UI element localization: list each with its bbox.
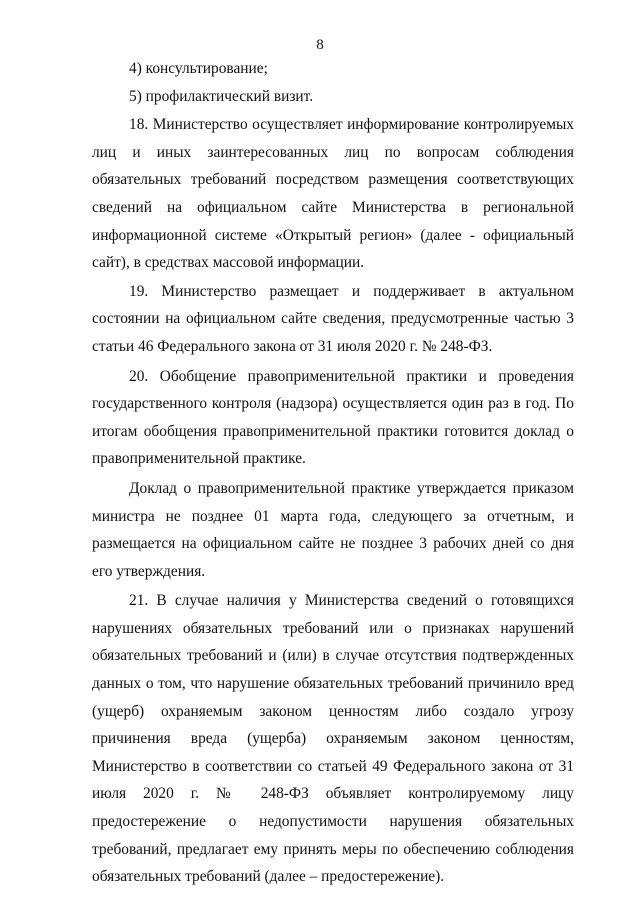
paragraph-18: 18. Министерство осуществляет информирование контролируемых лиц и иных заинтересованных лиц по вопросам соблюдения обязательных требований посредством размещения соответствующих сведений на официальном сайте Министерства в региональной информационной системе «Открытый регион» (далее - официальный сайт), в средствах массовой информации. bbox=[92, 116, 574, 272]
paragraph-19: 19. Министерство размещает и поддерживает в актуальном состоянии на официальном сайте сведения, предусмотренные частью 3 статьи 46 Федерального закона от 31 июля 2020 г. № 248-ФЗ. bbox=[92, 282, 574, 355]
list-item-consulting: 4) консультирование; bbox=[129, 60, 268, 77]
paragraph-21: 21. В случае наличия у Министерства сведений о готовящихся нарушениях обязательных требований или о признаках нарушений обязательных требований и (или) в случае отсутствия подтвержденных данных о том, что нарушение обязательных требований причинило вред (ущерб) охраняемым законом ценностям либо создало угрозу причинения вреда (ущерба) охраняемым законом ценностям, Министерство в соответствии со статьей 49 Федерального закона от 31 июля 2020 г. № 248-ФЗ объявляет контролируемому лицу предостережение о недопустимости нарушения обязательных требований, предлагает ему принять меры по обеспечению соблюдения обязательных требований (далее – предостережение). bbox=[92, 592, 574, 886]
paragraph-report: Доклад о правоприменительной практике утверждается приказом министра не позднее 01 марта года, следующего за отчетным, и размещается на официальном сайте не позднее 3 рабочих дней со дня его утверждения. bbox=[92, 479, 574, 580]
document-body bbox=[92, 55, 574, 891]
paragraph-20: 20. Обобщение правоприменительной практики и проведения государственного контроля (надзора) осуществляется один раз в год. По итогам обобщения правоприменительной практики готовится доклад о правоприменительной практике. bbox=[92, 367, 574, 468]
list-item-preventive-visit: 5) профилактический визит. bbox=[129, 87, 314, 105]
page-number: 8 bbox=[316, 37, 324, 53]
